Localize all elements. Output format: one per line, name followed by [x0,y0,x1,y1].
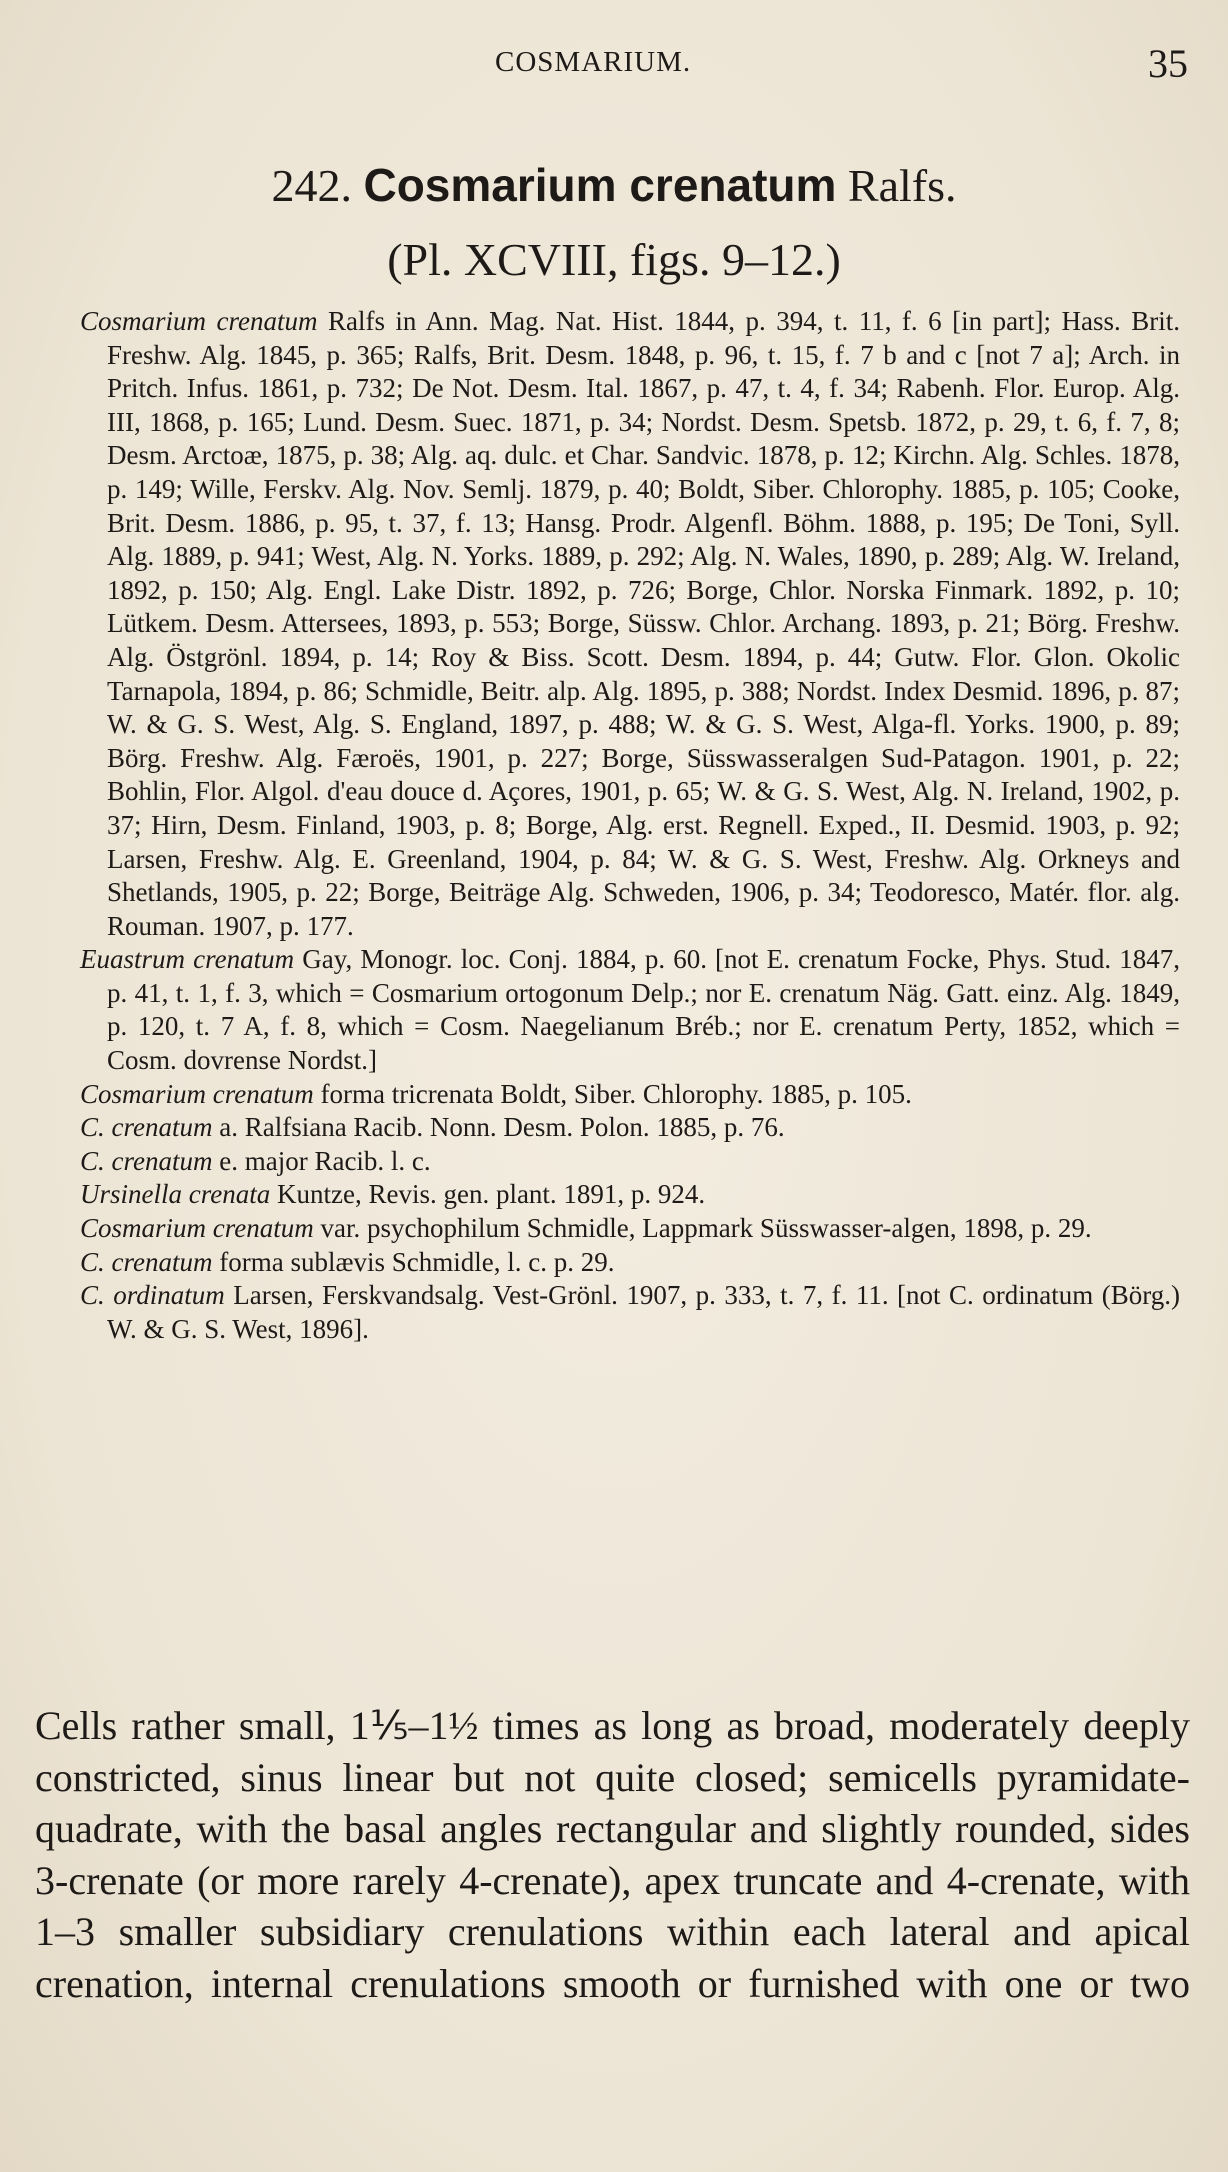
synonymy-entry [80,1078,1180,1112]
synonym-name: C. crenatum [80,1112,213,1143]
synonymy-entry [80,1279,1180,1346]
synonymy-entry [80,1212,1180,1246]
page-number: 35 [1148,41,1188,86]
species-name: Cosmarium crenatum [363,159,837,211]
synonymy-entry [80,1111,1180,1145]
synonym-name: C. ordinatum [80,1280,225,1311]
species-number: 242. [271,160,352,211]
synonym-name: Cosmarium crenatum [80,1078,314,1109]
synonym-citation: Ralfs in Ann. Mag. Nat. Hist. 1844, p. 394, t. 11, f. 6 [in part]; Hass. Brit. Freshw. Alg. 1845, p. 365; Ralfs, Brit. Desm. 1848, p. 96, t. 15, f. 7 b and c [not 7 a]; Arch. in Pritch. Infus. 1861, p. 732; De Not. Desm. Ital. 1867, p. 47, t. 4, f. 34; Rabenh. Flor. Europ. Alg. III, 1868, p. 165; Lund. Desm. Suec. 1871, p. 34; Nordst. Desm. Spetsb. 1872, p. 29, t. 6, f. 7, 8; Desm. Arctoæ, 1875, p. 38; Alg. aq. dulc. et Char. Sandvic. 1878, p. 12; Kirchn. Alg. Schles. 1878, p. 149; Wille, Ferskv. Alg. Nov. Semlj. 1879, p. 40; Boldt, Siber. Chlorophy. 1885, p. 105; Cooke, Brit. Desm. 1886, p. 95, t. 37, f. 13; Hansg. Prodr. Algenfl. Böhm. 1888, p. 195; De Toni, Syll. Alg. 1889, p. 941; West, Alg. N. Yorks. 1889, p. 292; Alg. N. Wales, 1890, p. 289; Alg. W. Ireland, 1892, p. 150; Alg. Engl. Lake Distr. 1892, p. 726; Borge, Chlor. Norska Finmark. 1892, p. 10; Lütkem. Desm. Attersees, 1893, p. 553; Borge, Süssw. Chlor. Archang. 1893, p. 21; Börg. Freshw. Alg. Östgrönl. 1894, p. 14; Roy & Biss. Scott. Desm. 1894, p. 44; Gutw. Flor. Glon. Okolic Tarnapola, 1894, p. 86; Schmidle, Beitr. alp. Alg. 1895, p. 388; Nordst. Index Desmid. 1896, p. 87; W. & G. S. West, Alg. S. England, 1897, p. 488; W. & G. S. West, Alga-fl. Yorks. 1900, p. 89; Börg. Freshw. Alg. Færoës, 1901, p. 227; Borge, Süsswasseralgen Sud-Patagon. 1901, p. 22; Bohlin, Flor. Algol. d'eau douce d. Açores, 1901, p. 65; W. & G. S. West, Alg. N. Ireland, 1902, p. 37; Hirn, Desm. Finland, 1903, p. 8; Borge, Alg. erst. Regnell. Exped., II. Desmid. 1903, p. 92; Larsen, Freshw. Alg. E. Greenland, 1904, p. 84; W. & G. S. West, Freshw. Alg. Orkneys and Shetlands, 1905, p. 22; Borge, Beiträge Alg. Schweden, 1906, p. 34; Teodoresco, Matér. flor. alg. Rouman. 1907, p. 177. [107,306,1180,941]
synonym-name: C. crenatum [80,1145,213,1176]
synonym-name: Euastrum crenatum [80,944,295,975]
synonymy-entry [80,1178,1180,1212]
species-description: Cells rather small, 1⅕–1½ times as long as broad, moderately deeply constricted, sinus linear but not quite closed; semicells pyramidate-quadrate, with the basal angles rectangular and slightly rounded, sides 3-crenate (or more rarely 4-crenate), apex truncate and 4-crenate, with 1–3 smaller subsidiary crenulations within each lateral and apical crenation, internal crenulations smooth or furnished with one or two [35,1703,1190,2006]
synonymy-entry [80,1246,1180,1280]
synonymy-entry [80,305,1180,943]
synonym-citation: forma sublævis Schmidle, l. c. p. 29. [212,1246,615,1277]
synonym-citation: a. Ralfsiana Racib. Nonn. Desm. Polon. 1885, p. 76. [212,1112,785,1143]
synonymy-list [80,305,1180,1346]
synonymy-entry [80,1145,1180,1179]
synonym-citation: Gay, Monogr. loc. Conj. 1884, p. 60. [not E. crenatum Focke, Phys. Stud. 1847, p. 41, t. 1, f. 3, which = Cosmarium ortogonum Delp.; nor E. crenatum Näg. Gatt. einz. Alg. 1849, p. 120, t. 7 A, f. 8, which = Cosm. Naegelianum Bréb.; nor E. crenatum Perty, 1852, which = Cosm. dovrense Nordst.] [107,944,1180,1076]
running-title: COSMARIUM. [495,46,692,78]
synonym-citation: Kuntze, Revis. gen. plant. 1891, p. 924. [270,1179,706,1210]
species-heading [0,155,1228,216]
synonym-name: Ursinella crenata [80,1179,271,1210]
synonym-name: Cosmarium crenatum [80,1213,314,1244]
synonymy-entry [80,943,1180,1077]
synonym-name: Cosmarium crenatum [80,306,318,336]
species-author: Ralfs. [847,160,957,211]
synonym-citation: e. major Racib. l. c. [212,1145,431,1176]
running-head [0,40,1228,100]
synonym-citation: forma tricrenata Boldt, Siber. Chlorophy. 1885, p. 105. [313,1078,912,1109]
plate-reference: (Pl. XCVIII, figs. 9–12.) [387,234,841,285]
synonym-citation: Larsen, Ferskvandsalg. Vest-Grönl. 1907, p. 333, t. 7, f. 11. [not C. ordinatum (Börg.) W. & G. S. West, 1896]. [107,1280,1180,1344]
synonym-name: C. crenatum [80,1246,213,1277]
synonym-citation: var. psychophilum Schmidle, Lappmark Süsswasser-algen, 1898, p. 29. [313,1213,1092,1244]
